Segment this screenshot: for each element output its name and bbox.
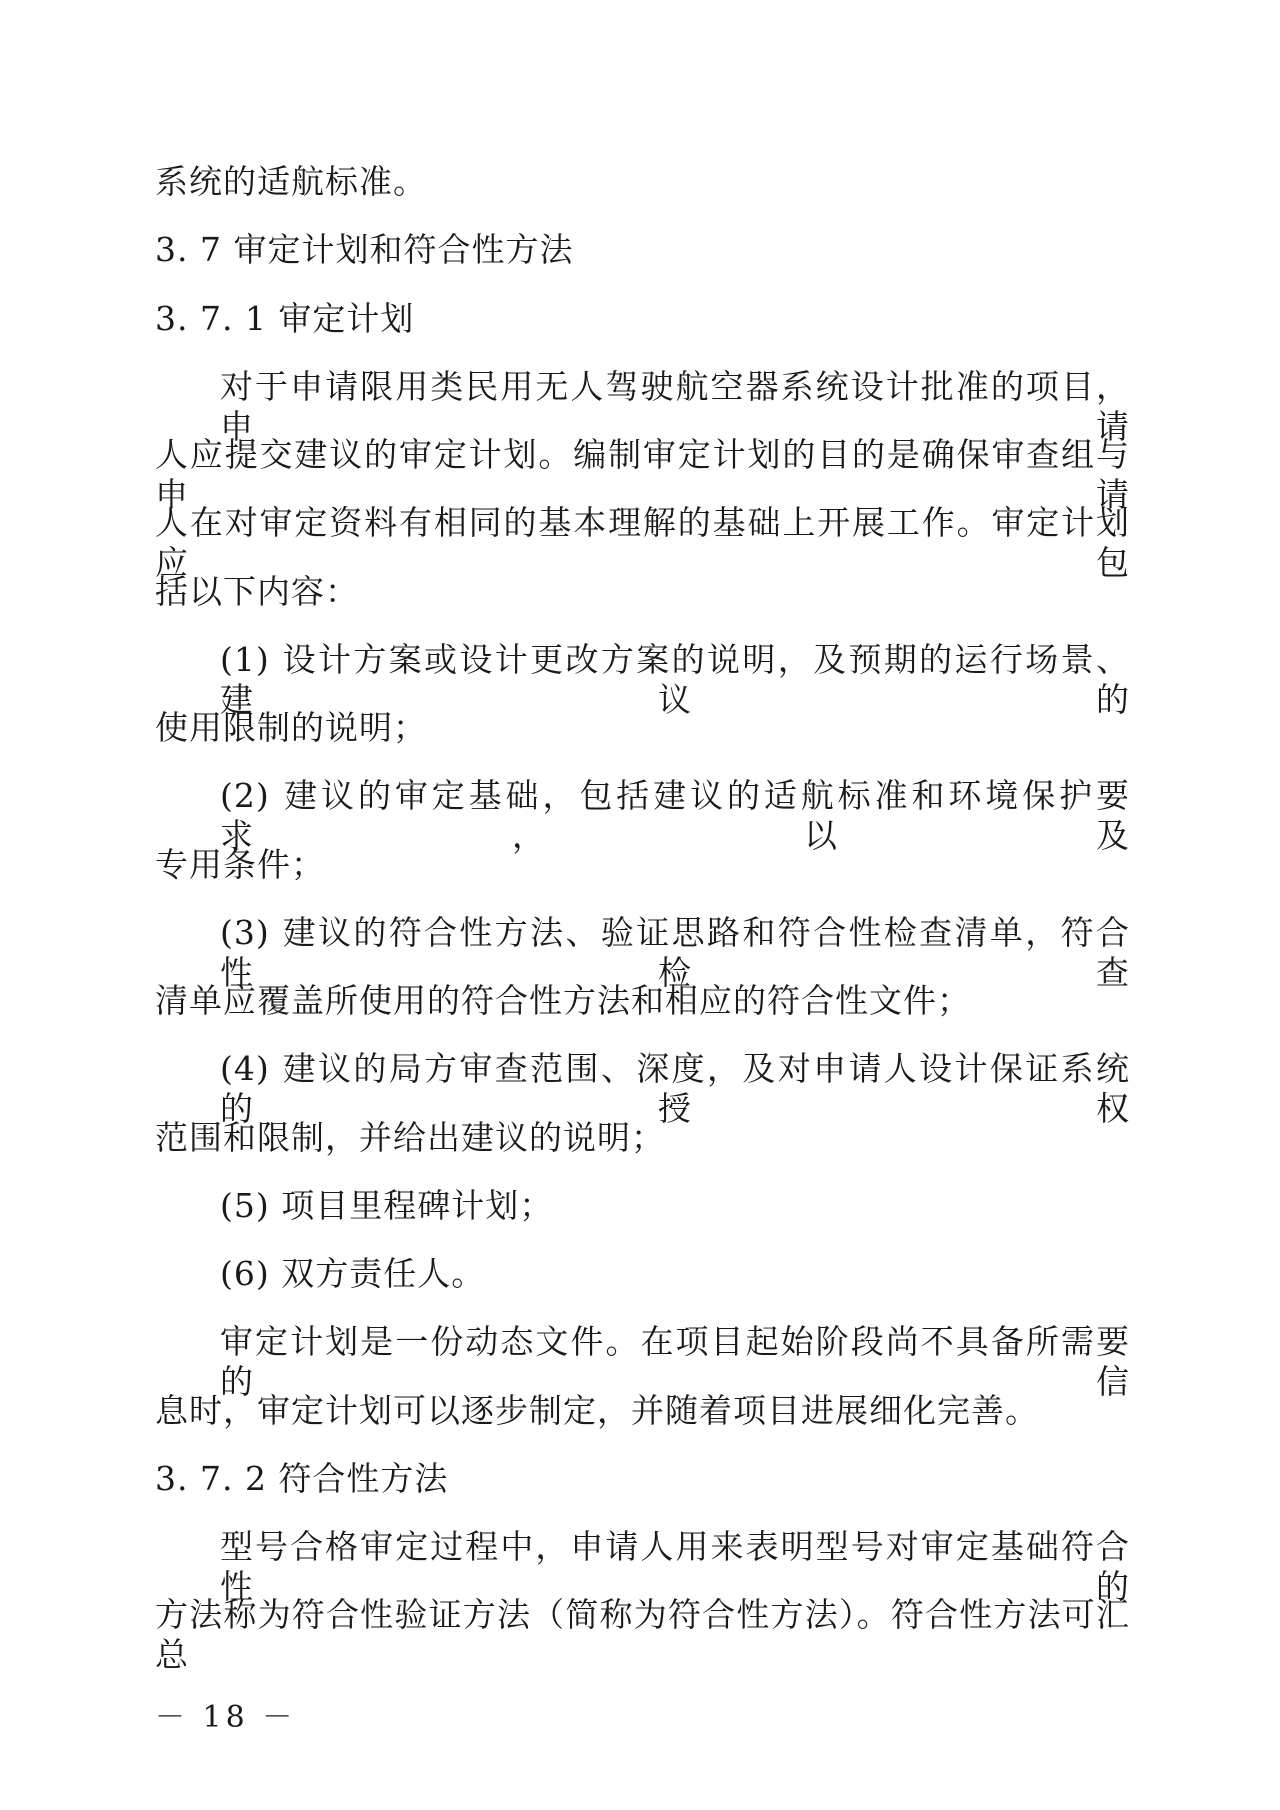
- section-heading-3-7: 3. 7 审定计划和符合性方法: [155, 230, 574, 269]
- list-item-6-line: (6) 双方责任人。: [220, 1254, 486, 1293]
- body-text-line: 对于申请限用类民用无人驾驶航空器系统设计批准的项目，申请: [220, 367, 1130, 446]
- list-item-5-line: (5) 项目里程碑计划；: [220, 1186, 554, 1225]
- list-item-4-line: 范围和限制，并给出建议的说明；: [155, 1118, 665, 1157]
- body-text-line: 审定计划是一份动态文件。在项目起始阶段尚不具备所需要的信: [220, 1322, 1130, 1401]
- subsection-heading-3-7-1: 3. 7. 1 审定计划: [155, 299, 415, 338]
- list-item-2-line: (2) 建议的审定基础，包括建议的适航标准和环境保护要求，以及: [220, 776, 1130, 855]
- list-item-4-line: (4) 建议的局方审查范围、深度，及对申请人设计保证系统的授权: [220, 1049, 1130, 1128]
- body-text-line: 人应提交建议的审定计划。编制审定计划的目的是确保审查组与申请: [155, 435, 1130, 514]
- list-item-3-line: 清单应覆盖所使用的符合性方法和相应的符合性文件；: [155, 981, 971, 1020]
- list-item-1-line: 使用限制的说明；: [155, 708, 427, 747]
- list-item-2-line: 专用条件；: [155, 845, 325, 884]
- body-text-line: 息时，审定计划可以逐步制定，并随着项目进展细化完善。: [155, 1391, 1039, 1430]
- list-item-3-line: (3) 建议的符合性方法、验证思路和符合性检查清单，符合性检查: [220, 913, 1130, 992]
- body-text-line: 括以下内容：: [155, 572, 359, 611]
- body-text-line: 人在对审定资料有相同的基本理解的基础上开展工作。审定计划应包: [155, 503, 1130, 582]
- subsection-heading-3-7-2: 3. 7. 2 符合性方法: [155, 1459, 449, 1498]
- body-text-line: 方法称为符合性验证方法（简称为符合性方法）。符合性方法可汇总: [155, 1595, 1130, 1674]
- body-text-line: 型号合格审定过程中，申请人用来表明型号对审定基础符合性的: [220, 1527, 1130, 1606]
- paragraph-continuation-line: 系统的适航标准。: [155, 162, 427, 201]
- list-item-1-line: (1) 设计方案或设计更改方案的说明，及预期的运行场景、建议的: [220, 640, 1130, 719]
- page-number: － 18 －: [155, 1700, 297, 1735]
